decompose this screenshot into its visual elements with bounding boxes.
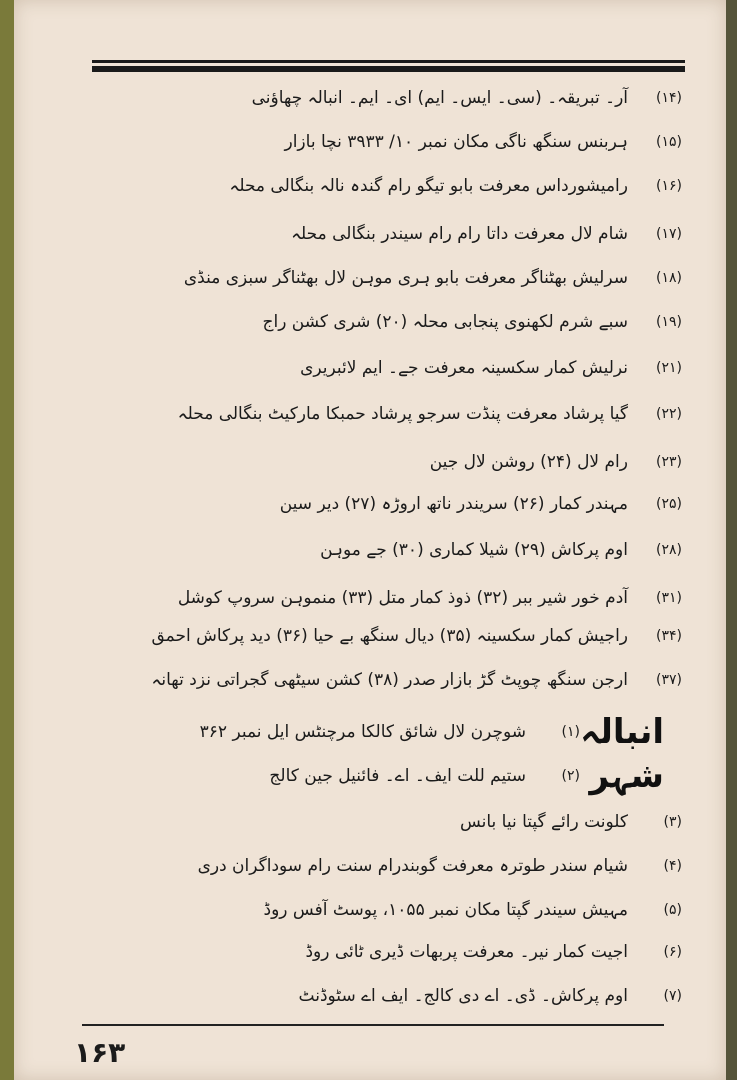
entry-line [70, 846, 682, 886]
top-rule [92, 60, 685, 63]
entry-line [70, 890, 682, 930]
entry-text: ہربنس سنگھ ناگی مکان نمبر ۱۰/ ۳۹۳۳ نچا بازار [284, 132, 628, 152]
entry-line [70, 122, 682, 162]
entry-line [70, 802, 682, 842]
entry-text: اجیت کمار نیر۔ معرفت پربھات ڈیری ٹائی روڈ [305, 942, 628, 962]
entry-text: ستیم للت ایف۔ اے۔ فائنیل جین کالج [269, 766, 526, 786]
entry-text: آدم خور شیر ببر (۳۲) ذوذ کمار متل (۳۳) منموہن سروپ کوشل [177, 588, 628, 608]
entry-number: (۱۵) [656, 134, 682, 150]
entry-text: رام لال (۲۴) روشن لال جین [429, 452, 628, 472]
entry-text: مہندر کمار (۲۶) سریندر ناتھ اروڑہ (۲۷) دیر سین [279, 494, 628, 514]
entry-line [70, 578, 682, 618]
entry-number: (۴) [663, 858, 682, 874]
entry-number: (۳۱) [656, 590, 682, 606]
section-heading: انبالہ شہر [580, 712, 664, 796]
entry-number: (۱۹) [656, 314, 682, 330]
entry-text: گیا پرشاد معرفت پنڈت سرجو پرشاد حمبکا مارکیٹ بنگالی محلہ [177, 404, 628, 424]
entry-line [70, 394, 682, 434]
entry-line [70, 484, 682, 524]
entry-number: (۱) [561, 724, 580, 740]
entry-line [70, 976, 682, 1016]
entry-line [70, 932, 682, 972]
page-number: ۱۶۳ [74, 1036, 126, 1069]
entry-text: رامیشورداس معرفت بابو تیگو رام گندہ نالہ بنگالی محلہ [229, 176, 628, 196]
entry-text: راجیش کمار سکسینہ (۳۵) دیال سنگھ بے حیا (۳۶) دید پرکاش احمق [151, 626, 628, 646]
entry-text: سبے شرم لکھنوی پنجابی محلہ (۲۰) شری کشن راج [262, 312, 628, 332]
entry-text: سرلیش بھٹناگر معرفت بابو ہری موہن لال بھٹناگر سبزی منڈی [183, 268, 628, 288]
entry-text: مہیش سیندر گپتا مکان نمبر ۱۰۵۵، پوسٹ آفس روڈ [263, 900, 628, 920]
top-rule-thick [92, 66, 685, 72]
entry-number: (۳۷) [656, 672, 682, 688]
binding-edge [0, 0, 14, 1080]
entry-number: (۲۵) [656, 496, 682, 512]
entry-number: (۲۸) [656, 542, 682, 558]
entry-line [70, 302, 682, 342]
entry-line [70, 616, 682, 656]
entry-text: آر۔ تبریقہ۔ (سی۔ ایس۔ ایم) ای۔ ایم۔ انبالہ چھاؤنی [251, 88, 628, 108]
entry-text: شوچرن لال شائق کالکا مرچنٹس ایل نمبر ۳۶۲ [199, 722, 526, 742]
entry-text: کلونت رائے گپتا نیا بانس [459, 812, 628, 832]
entry-line [70, 712, 580, 752]
entry-text: ارجن سنگھ چوپٹ گڑ بازار صدر (۳۸) کشن سیٹھی گجراتی نزد تھانہ [151, 670, 628, 690]
entry-number: (۲۳) [656, 454, 682, 470]
entry-line [70, 348, 682, 388]
entry-number: (۷) [663, 988, 682, 1004]
entry-line [70, 166, 682, 206]
entry-text: نرلیش کمار سکسینہ معرفت جے۔ ایم لائبریری [300, 358, 628, 378]
entry-number: (۵) [663, 902, 682, 918]
entry-line [70, 214, 682, 254]
entry-line [70, 258, 682, 298]
entry-line [70, 756, 580, 796]
entry-number: (۱۶) [656, 178, 682, 194]
entry-line [70, 78, 682, 118]
entry-number: (۳۴) [656, 628, 682, 644]
entry-number: (۶) [663, 944, 682, 960]
entry-text: اوم پرکاش (۲۹) شیلا کماری (۳۰) جے موہن [320, 540, 628, 560]
entry-text: شام لال معرفت داتا رام رام سیندر بنگالی محلہ [291, 224, 628, 244]
entry-number: (۲۲) [656, 406, 682, 422]
entry-number: (۱۷) [656, 226, 682, 242]
entry-line [70, 442, 682, 482]
entry-number: (۲۱) [656, 360, 682, 376]
bottom-rule [82, 1024, 664, 1026]
entry-text: اوم پرکاش۔ ڈی۔ اے دی کالج۔ ایف اے سٹوڈنٹ [298, 986, 628, 1006]
entry-number: (۱۴) [656, 90, 682, 106]
entry-number: (۳) [663, 814, 682, 830]
entry-number: (۱۸) [656, 270, 682, 286]
entry-number: (۲) [561, 768, 580, 784]
entry-text: شیام سندر طوترہ معرفت گوبندرام سنت رام سوداگران دری [197, 856, 628, 876]
entry-line [70, 530, 682, 570]
entry-line [70, 660, 682, 700]
